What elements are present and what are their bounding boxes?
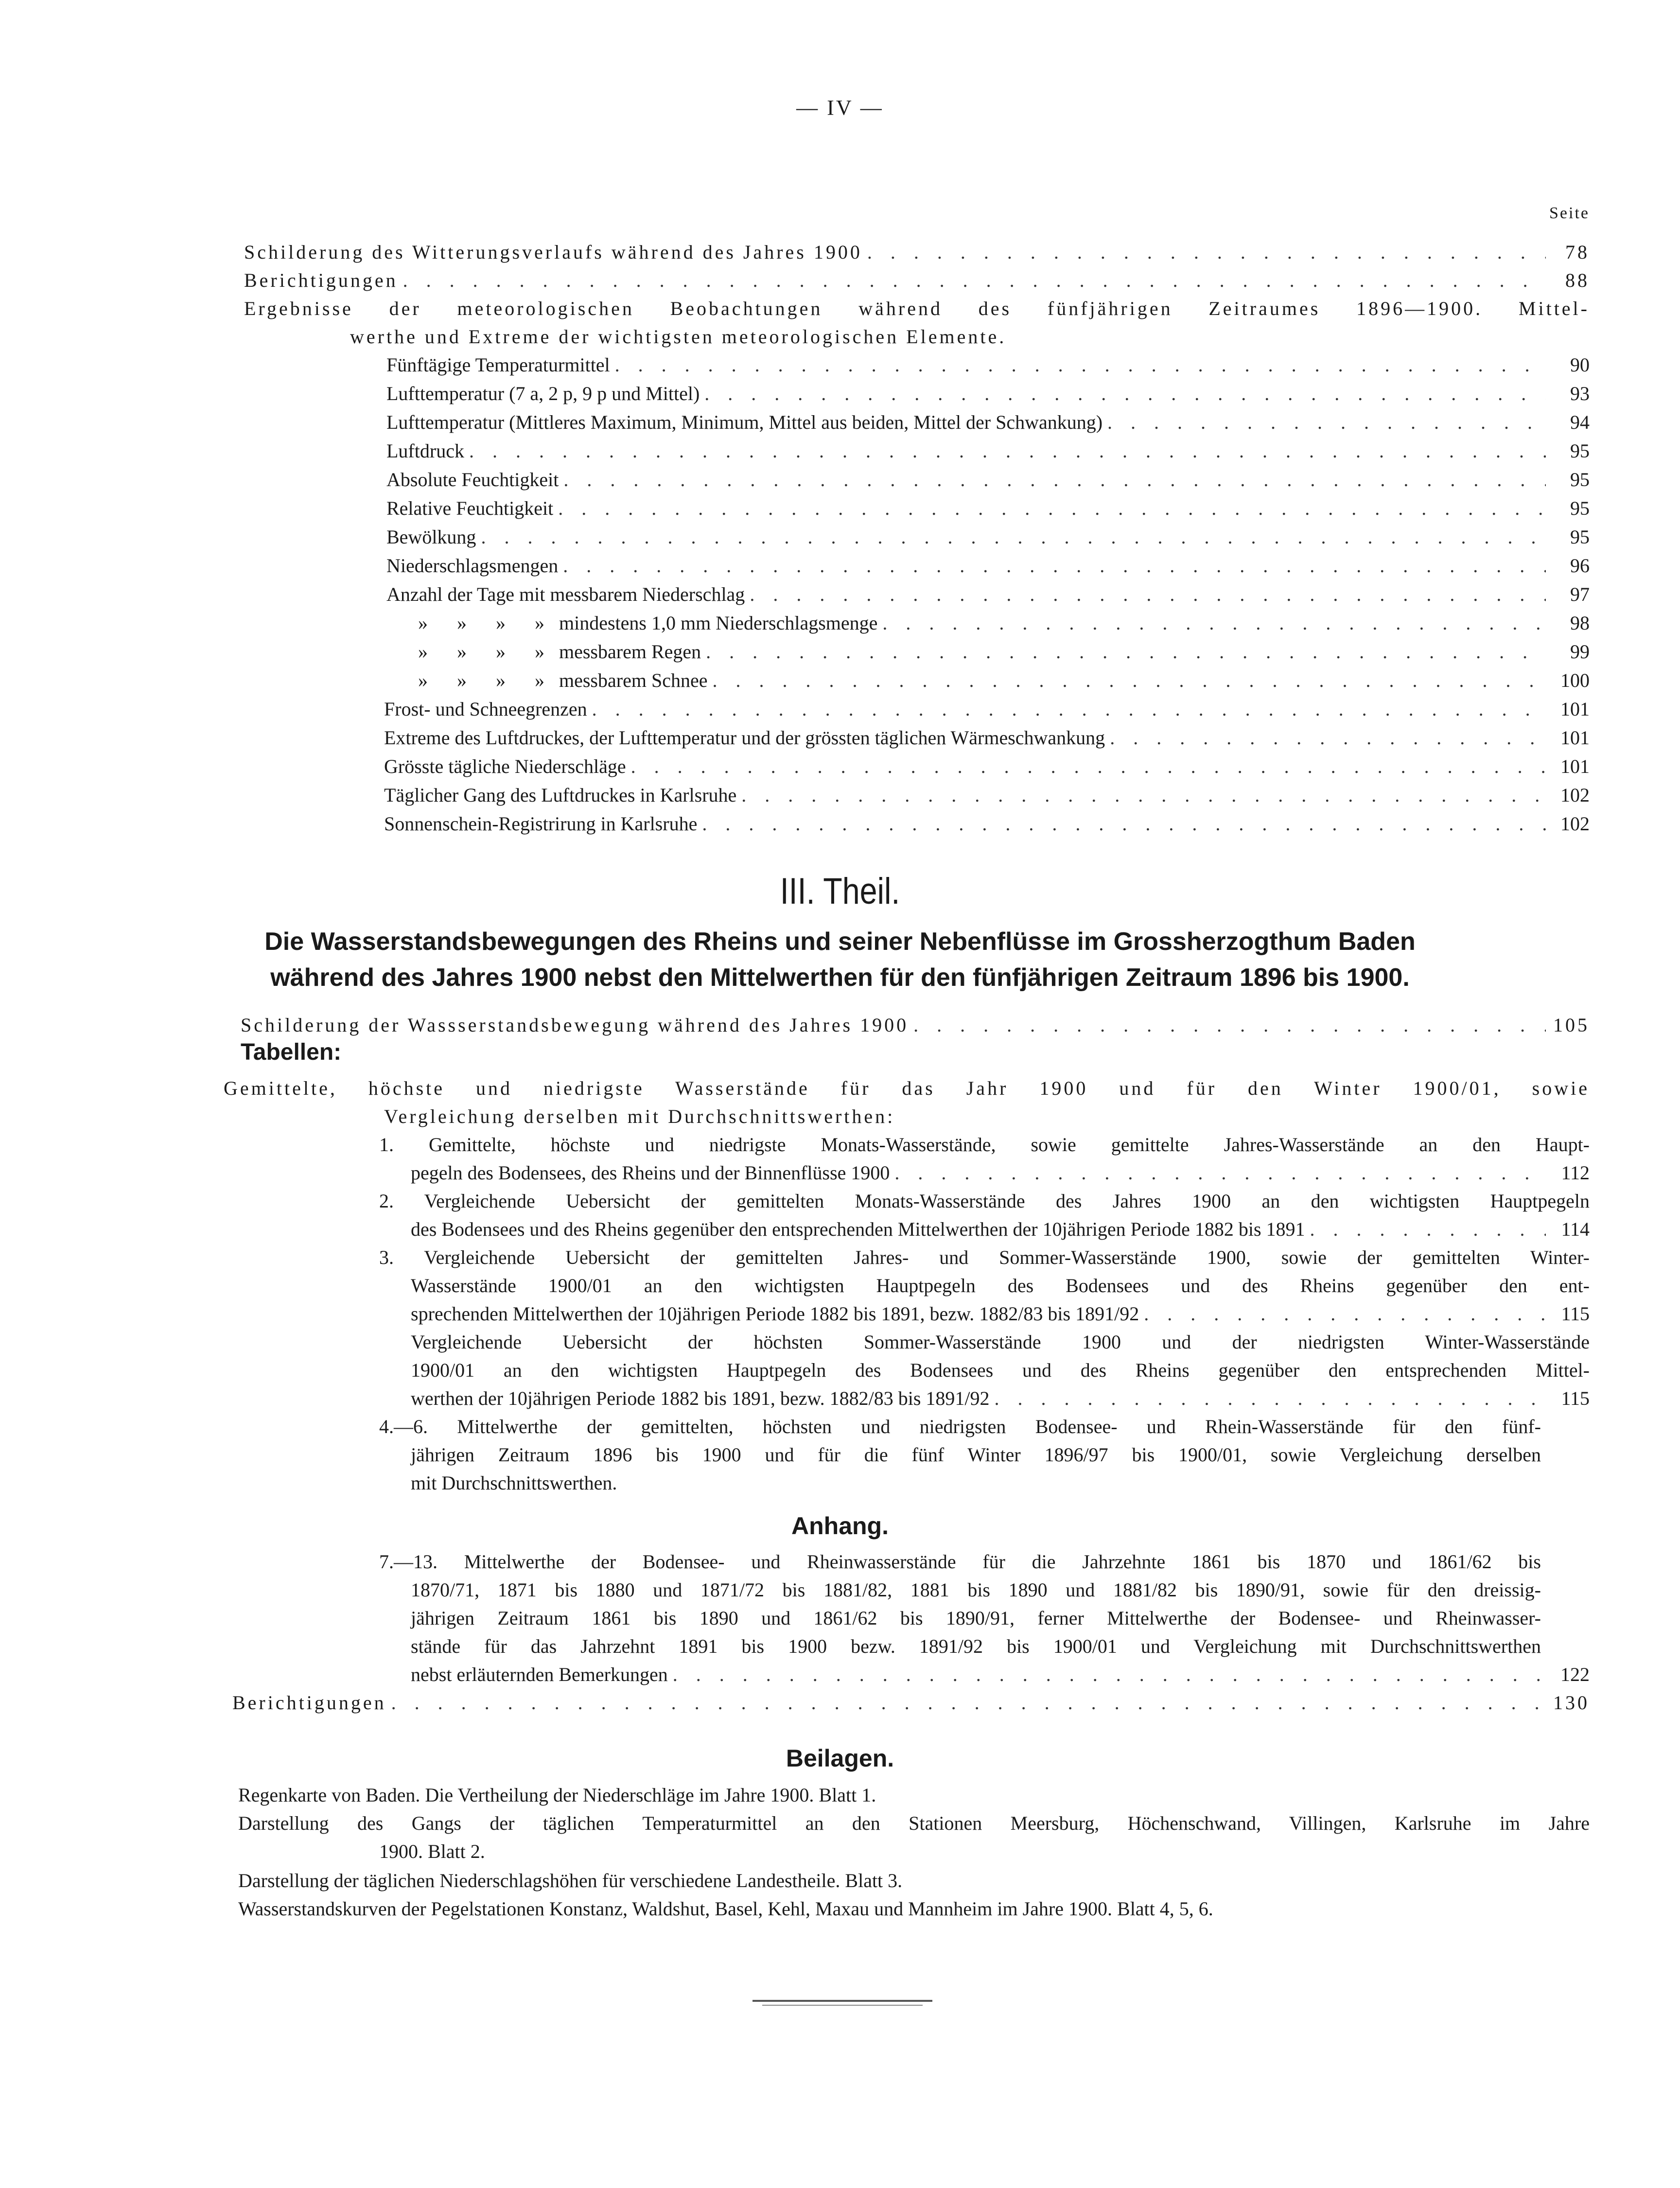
toc-entry-page: 95 bbox=[1570, 469, 1590, 490]
beilagen-line: Darstellung des Gangs der täglichen Temperaturmittel an den Stationen Meersburg, Höchenschwand, Villingen, Karlsruhe im Jahre bbox=[238, 1812, 1590, 1834]
toc-entry-title: Niederschlagsmengen bbox=[386, 555, 559, 577]
toc-entry-title: Extreme des Luftdruckes, der Lufttemperatur und der grössten täglichen Wärmeschwankung bbox=[384, 727, 1105, 749]
toc-entry bbox=[232, 1689, 1590, 1717]
toc-entry-page: 96 bbox=[1570, 555, 1590, 577]
leader-dots bbox=[1310, 1215, 1546, 1243]
leader-dots bbox=[673, 1661, 1546, 1689]
item-line: 4.—6. Mittelwerthe der gemittelten, höchsten und niedrigsten Bodensee- und Rhein-Wasserstände für den fünf- bbox=[379, 1416, 1541, 1437]
item-line: Vergleichende Uebersicht der höchsten Sommer-Wasserstände 1900 und der niedrigsten Winter-Wasserstände bbox=[411, 1331, 1590, 1353]
toc-entry bbox=[386, 408, 1590, 437]
leader-dots bbox=[391, 1689, 1546, 1717]
toc-entry bbox=[411, 1300, 1590, 1328]
toc-entry-title: Luftdruck bbox=[386, 440, 464, 462]
toc-entry bbox=[384, 695, 1590, 723]
toc-entry-title: Sonnenschein-Registrirung in Karlsruhe bbox=[384, 813, 698, 835]
gemittelte-line: Gemittelte, höchste und niedrigste Wasserstände für das Jahr 1900 und für den Winter 1900/01, sowie bbox=[224, 1077, 1590, 1099]
toc-entry-title: nebst erläuternden Bemerkungen bbox=[411, 1663, 668, 1685]
leader-dots bbox=[995, 1384, 1546, 1413]
leader-dots bbox=[615, 351, 1546, 379]
toc-entry-page: 102 bbox=[1560, 784, 1590, 806]
item-line: Wasserstände 1900/01 an den wichtigsten Hauptpegeln des Bodensees und des Rheins gegenüber den ent- bbox=[411, 1275, 1590, 1296]
toc-entry-page: 130 bbox=[1553, 1692, 1590, 1714]
toc-entry-page: 101 bbox=[1560, 755, 1590, 777]
toc-entry-title: » » » » messbarem Schnee bbox=[418, 669, 708, 691]
leader-dots bbox=[592, 695, 1546, 723]
toc-entry-page: 97 bbox=[1570, 583, 1590, 605]
toc-entry-page: 95 bbox=[1570, 440, 1590, 462]
toc-entry-title: Berichtigungen bbox=[232, 1692, 386, 1714]
leader-dots bbox=[631, 753, 1546, 781]
toc-entry-title: Berichtigungen bbox=[244, 269, 398, 291]
anhang-line: 1870/71, 1871 bis 1880 und 1871/72 bis 1881/82, 1881 bis 1890 und 1881/82 bis 1890/91, sowie für den dreissig- bbox=[411, 1579, 1541, 1601]
toc-entry-page: 100 bbox=[1560, 669, 1590, 691]
toc-entry bbox=[411, 1384, 1590, 1413]
item-line: mit Durchschnittswerthen. bbox=[411, 1472, 617, 1494]
item-line: 1900/01 an den wichtigsten Hauptpegeln des Bodensees und des Rheins gegenüber den entsprechenden Mittel- bbox=[411, 1359, 1590, 1381]
page-number: — IV — bbox=[796, 96, 884, 120]
toc-entry bbox=[411, 1215, 1590, 1243]
beilagen-heading: Beilagen. bbox=[786, 1745, 894, 1772]
toc-entry-page: 122 bbox=[1560, 1663, 1590, 1685]
leader-dots bbox=[1110, 724, 1546, 752]
anhang-heading: Anhang. bbox=[791, 1512, 889, 1540]
toc-entry-page: 101 bbox=[1560, 698, 1590, 720]
leader-dots bbox=[469, 437, 1546, 465]
toc-entry-title: Relative Feuchtigkeit bbox=[386, 497, 554, 519]
toc-entry-page: 78 bbox=[1565, 241, 1590, 263]
item-line: jährigen Zeitraum 1896 bis 1900 und für die fünf Winter 1896/97 bis 1900/01, sowie Vergleichung derselben bbox=[411, 1444, 1541, 1466]
ornamental-rule bbox=[762, 2005, 923, 2006]
toc-entry bbox=[386, 580, 1590, 609]
toc-entry-page: 105 bbox=[1553, 1014, 1590, 1036]
ergebnisse-line: werthe und Extreme der wichtigsten meteorologischen Elemente. bbox=[350, 326, 1007, 348]
beilagen-line: Wasserstandskurven der Pegelstationen Konstanz, Waldshut, Basel, Kehl, Maxau und Mannheim im Jahre 1900. Blatt 4, 5, 6. bbox=[238, 1898, 1213, 1920]
toc-entry bbox=[244, 266, 1590, 295]
leader-dots bbox=[712, 666, 1546, 695]
leader-dots bbox=[913, 1011, 1546, 1039]
toc-entry-page: 114 bbox=[1561, 1218, 1590, 1240]
anhang-line: jährigen Zeitraum 1861 bis 1890 und 1861/62 bis 1890/91, ferner Mittelwerthe der Bodensee- und Rheinwasser- bbox=[411, 1607, 1541, 1629]
leader-dots bbox=[403, 266, 1546, 295]
part-heading: III. Theil. bbox=[780, 871, 900, 912]
leader-dots bbox=[1107, 408, 1546, 437]
ergebnisse-line: Ergebnisse der meteorologischen Beobachtungen während des fünfjährigen Zeitraumes 1896—1900. Mittel- bbox=[244, 298, 1590, 319]
toc-entry-title: Schilderung des Witterungsverlaufs während des Jahres 1900 bbox=[244, 241, 862, 263]
toc-entry bbox=[418, 609, 1590, 637]
toc-entry bbox=[384, 753, 1590, 781]
leader-dots bbox=[558, 494, 1546, 523]
part-subtitle: Die Wasserstandsbewegungen des Rheins und seiner Nebenflüsse im Grossherzogthum Baden bbox=[264, 928, 1416, 956]
toc-entry-title: Grösste tägliche Niederschläge bbox=[384, 755, 626, 777]
toc-entry-title: » » » » messbarem Regen bbox=[418, 641, 701, 663]
toc-entry-title: Lufttemperatur (7 a, 2 p, 9 p und Mittel) bbox=[386, 383, 700, 404]
toc-entry-title: Anzahl der Tage mit messbarem Niederschlag bbox=[386, 583, 745, 605]
toc-entry bbox=[386, 552, 1590, 580]
leader-dots bbox=[882, 609, 1546, 637]
toc-entry-title: Schilderung der Wassserstandsbewegung während des Jahres 1900 bbox=[241, 1014, 909, 1036]
toc-entry bbox=[411, 1159, 1590, 1187]
tabellen-heading: Tabellen: bbox=[241, 1039, 342, 1065]
toc-entry-page: 101 bbox=[1560, 727, 1590, 749]
toc-entry bbox=[384, 781, 1590, 809]
toc-entry-title: werthen der 10jährigen Periode 1882 bis 1891, bezw. 1882/83 bis 1891/92 bbox=[411, 1387, 990, 1409]
seite-label: Seite bbox=[1549, 204, 1590, 222]
toc-entry-page: 95 bbox=[1570, 526, 1590, 548]
toc-entry-title: Lufttemperatur (Mittleres Maximum, Minimum, Mittel aus beiden, Mittel der Schwankung) bbox=[386, 411, 1103, 433]
toc-entry bbox=[386, 380, 1590, 408]
toc-entry-title: » » » » mindestens 1,0 mm Niederschlagsmenge bbox=[418, 612, 878, 634]
toc-entry-page: 115 bbox=[1561, 1303, 1590, 1325]
anhang-line: stände für das Jahrzehnt 1891 bis 1900 bezw. 1891/92 bis 1900/01 und Vergleichung mit Durchschnittswerthen bbox=[411, 1635, 1541, 1657]
leader-dots bbox=[563, 552, 1546, 580]
beilagen-line: Darstellung der täglichen Niederschlagshöhen für verschiedene Landestheile. Blatt 3. bbox=[238, 1870, 903, 1891]
toc-entry-page: 102 bbox=[1560, 813, 1590, 835]
toc-entry-title: des Bodensees und des Rheins gegenüber den entsprechenden Mittelwerthen der 10jährigen Periode 1882 bis 1891 bbox=[411, 1218, 1305, 1240]
part-subtitle: während des Jahres 1900 nebst den Mittelwerthen für den fünfjährigen Zeitraum 1896 bis 1900. bbox=[270, 963, 1410, 992]
toc-entry bbox=[244, 238, 1590, 266]
toc-entry bbox=[386, 351, 1590, 379]
toc-entry bbox=[384, 810, 1590, 838]
leader-dots bbox=[894, 1159, 1546, 1187]
toc-entry-page: 94 bbox=[1570, 411, 1590, 433]
toc-entry-title: Frost- und Schneegrenzen bbox=[384, 698, 587, 720]
toc-entry-page: 115 bbox=[1561, 1387, 1590, 1409]
toc-entry-title: sprechenden Mittelwerthen der 10jährigen Periode 1882 bis 1891, bezw. 1882/83 bis 1891/92 bbox=[411, 1303, 1139, 1325]
leader-dots bbox=[481, 523, 1546, 551]
toc-entry bbox=[386, 494, 1590, 523]
toc-entry-page: 112 bbox=[1561, 1162, 1590, 1184]
toc-entry bbox=[418, 666, 1590, 695]
toc-entry-title: Bewölkung bbox=[386, 526, 476, 548]
toc-entry-title: Absolute Feuchtigkeit bbox=[386, 469, 559, 490]
gemittelte-line: Vergleichung derselben mit Durchschnittswerthen: bbox=[384, 1105, 895, 1127]
leader-dots bbox=[702, 810, 1546, 838]
toc-entry bbox=[386, 437, 1590, 465]
toc-entry bbox=[241, 1011, 1590, 1039]
toc-entry-title: Täglicher Gang des Luftdruckes in Karlsruhe bbox=[384, 784, 737, 806]
item-line: 1. Gemittelte, höchste und niedrigste Monats-Wasserstände, sowie gemittelte Jahres-Wasserstände an den Haupt- bbox=[379, 1134, 1590, 1155]
leader-dots bbox=[750, 580, 1546, 609]
item-line: 2. Vergleichende Uebersicht der gemittelten Monats-Wasserstände des Jahres 1900 an den wichtigsten Hauptpegeln bbox=[379, 1190, 1590, 1212]
leader-dots bbox=[706, 638, 1546, 666]
toc-entry-page: 90 bbox=[1570, 354, 1590, 376]
leader-dots bbox=[741, 781, 1546, 809]
toc-entry bbox=[411, 1661, 1590, 1689]
toc-entry-page: 93 bbox=[1570, 383, 1590, 404]
toc-entry-page: 88 bbox=[1565, 269, 1590, 291]
anhang-line: 7.—13. Mittelwerthe der Bodensee- und Rheinwasserstände für die Jahrzehnte 1861 bis 1870 und 1861/62 bis bbox=[379, 1551, 1541, 1573]
toc-entry-page: 99 bbox=[1570, 641, 1590, 663]
leader-dots bbox=[704, 380, 1546, 408]
leader-dots bbox=[867, 238, 1546, 266]
toc-entry-title: Fünftägige Temperaturmittel bbox=[386, 354, 610, 376]
toc-entry-page: 98 bbox=[1570, 612, 1590, 634]
leader-dots bbox=[563, 466, 1546, 494]
toc-entry bbox=[418, 638, 1590, 666]
toc-entry-page: 95 bbox=[1570, 497, 1590, 519]
beilagen-line: 1900. Blatt 2. bbox=[379, 1840, 485, 1862]
toc-entry-title: pegeln des Bodensees, des Rheins und der Binnenflüsse 1900 bbox=[411, 1162, 890, 1184]
item-line: 3. Vergleichende Uebersicht der gemittelten Jahres- und Sommer-Wasserstände 1900, sowie der gemittelten Winter- bbox=[379, 1246, 1590, 1268]
beilagen-line: Regenkarte von Baden. Die Vertheilung der Niederschläge im Jahre 1900. Blatt 1. bbox=[238, 1784, 876, 1806]
ornamental-rule bbox=[752, 2000, 932, 2002]
leader-dots bbox=[1144, 1300, 1546, 1328]
toc-entry bbox=[384, 724, 1590, 752]
toc-entry bbox=[386, 466, 1590, 494]
toc-entry bbox=[386, 523, 1590, 551]
